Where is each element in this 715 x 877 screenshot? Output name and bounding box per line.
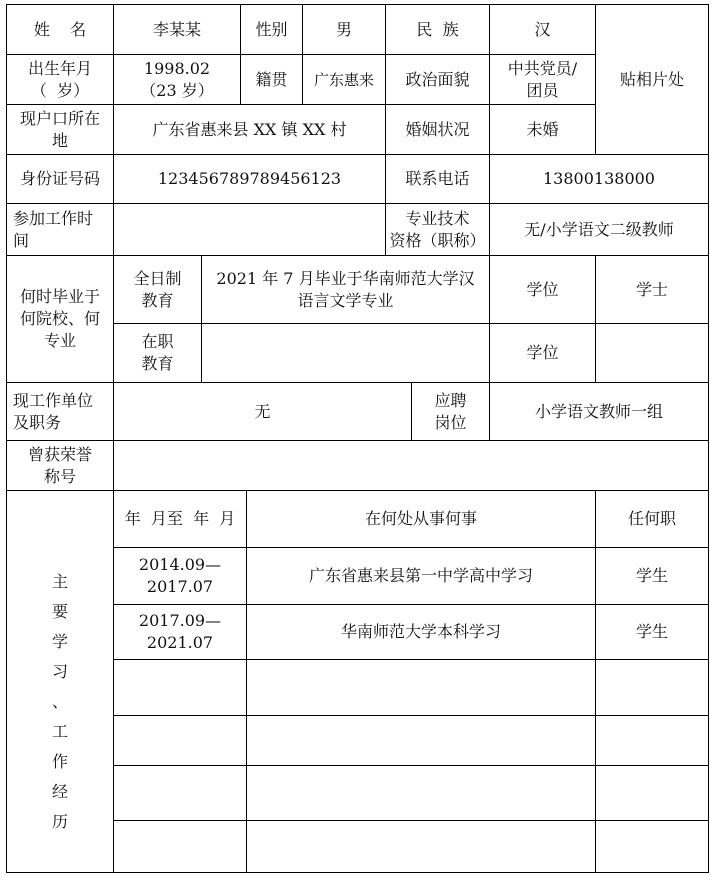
history-row-period [113,820,247,873]
history-row-place [246,715,596,766]
degree-label-1: 学位 [489,255,596,324]
gender-label: 性别 [240,4,303,55]
work-start-value [113,203,386,256]
political-value: 中共党员/ 团员 [489,54,596,105]
history-row-period [113,715,247,766]
history-row-place [246,765,596,821]
ethnicity-label: 民 族 [385,4,490,55]
work-start-label: 参加工作时 间 [6,203,114,256]
history-row-place [246,820,596,873]
history-row-position: 学生 [595,604,709,660]
history-row-place: 华南师范大学本科学习 [246,604,596,660]
fulltime-label: 全日制 教育 [113,255,202,324]
name-label: 姓 名 [6,4,114,55]
id-label: 身份证号码 [6,154,114,204]
degree-value-1: 学士 [595,255,709,324]
degree-label-2: 学位 [489,323,596,383]
employer-label: 现工作单位 及职务 [6,382,114,441]
history-col-position: 任何职 [595,490,709,548]
parttime-label: 在职 教育 [113,323,202,383]
history-label-char: 历 [51,811,68,831]
title-label: 专业技术 资格（职称） [385,203,490,256]
origin-value: 广东惠来 [302,54,386,105]
hukou-value: 广东省惠来县 XX 镇 XX 村 [113,104,386,155]
name-value: 李某某 [113,4,241,55]
history-col-place: 在何处从事何事 [246,490,596,548]
history-section-label [6,490,114,873]
education-section-label: 何时毕业于 何院校、何 专业 [6,255,114,383]
history-col-period: 年 月至 年 月 [113,490,247,548]
history-label-char: 作 [51,751,68,771]
hukou-label: 现户口所在 地 [6,104,114,155]
parttime-value [201,323,490,383]
marital-label: 婚姻状况 [385,104,490,155]
history-row-position: 学生 [595,547,709,605]
post-value: 小学语文教师一组 [489,382,709,441]
employer-value: 无 [113,382,412,441]
marital-value: 未婚 [489,104,596,155]
degree-value-2 [595,323,709,383]
history-label-char: 习 [51,661,68,681]
post-label: 应聘 岗位 [411,382,490,441]
id-value: 123456789789456123 [113,154,386,204]
political-label: 政治面貌 [385,54,490,105]
photo-placeholder: 贴相片处 [595,4,709,155]
history-label-char: 、 [51,691,68,711]
honors-label: 曾获荣誉 称号 [6,440,114,491]
honors-value [113,440,709,491]
phone-label: 联系电话 [385,154,490,204]
gender-value: 男 [302,4,386,55]
title-value: 无/小学语文二级教师 [489,203,709,256]
phone-value: 13800138000 [489,154,709,204]
history-label-char: 要 [51,601,68,621]
history-row-period [113,659,247,716]
ethnicity-value: 汉 [489,4,596,55]
history-row-period: 2014.09— 2017.07 [113,547,247,605]
history-row-place: 广东省惠来县第一中学高中学习 [246,547,596,605]
history-row-position [595,820,709,873]
history-label-char: 经 [51,781,68,801]
history-label-char: 主 [51,571,68,591]
history-row-position [595,659,709,716]
history-label-char: 学 [51,631,68,651]
history-label-char: 工 [51,721,68,741]
history-row-period: 2017.09— 2021.07 [113,604,247,660]
fulltime-value: 2021 年 7 月毕业于华南师范大学汉 语言文学专业 [201,255,490,324]
history-row-period [113,765,247,821]
history-row-position [595,765,709,821]
birth-label: 出生年月 （ 岁） [6,54,114,105]
history-row-place [246,659,596,716]
origin-label: 籍贯 [240,54,303,105]
birth-value: 1998.02 （23 岁） [113,54,241,105]
history-row-position [595,715,709,766]
